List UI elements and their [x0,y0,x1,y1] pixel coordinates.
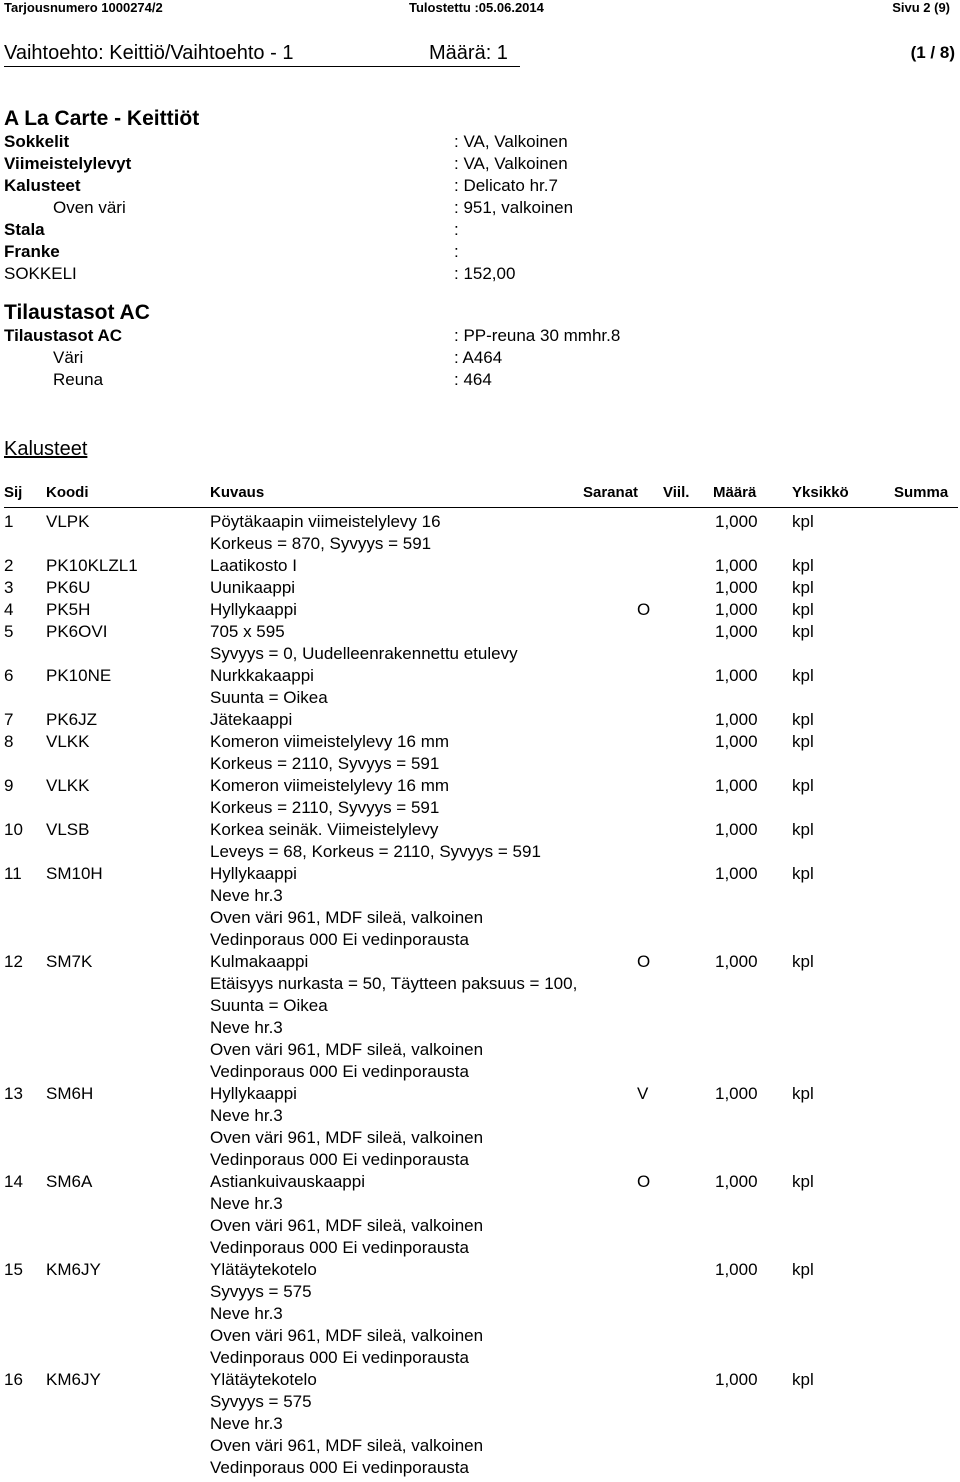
row-code: PK10NE [46,666,112,685]
property-value: : 464 [454,370,492,389]
property-row [0,175,960,197]
property-value: : [454,242,459,261]
row-description: Laatikosto I [210,556,297,575]
row-description-detail: Oven väri 961, MDF sileä, valkoinen [210,1216,484,1235]
row-unit: kpl [792,1260,814,1279]
col-maara: Määrä [713,484,757,501]
row-description-detail: Oven väri 961, MDF sileä, valkoinen [210,908,484,927]
row-code: KM6JY [46,1260,101,1279]
row-hinge: O [637,600,651,619]
row-code: VLKK [46,732,90,751]
row-unit: kpl [792,1172,814,1191]
row-unit: kpl [792,512,814,531]
row-code: KM6JY [46,1370,101,1389]
property-row [0,347,960,369]
row-description-detail: Oven väri 961, MDF sileä, valkoinen [210,1436,484,1455]
property-row [0,325,960,347]
property-label: Tilaustasot AC [4,326,123,345]
row-hinge: V [637,1084,649,1103]
property-value: : [454,220,459,239]
option-title: Vaihtoehto: Keittiö/Vaihtoehto - 1 [4,42,294,64]
option-count: (1 / 8) [910,43,955,62]
row-description-detail: Vedinporaus 000 Ei vedinporausta [210,1348,469,1367]
row-description-detail: Vedinporaus 000 Ei vedinporausta [210,930,469,949]
row-position: 1 [4,512,14,531]
row-unit: kpl [792,1084,814,1103]
col-saranat: Saranat [583,484,639,501]
row-quantity: 1,000 [715,622,758,641]
table-header-rule [4,507,958,508]
row-unit: kpl [792,732,814,751]
row-quantity: 1,000 [715,1370,758,1389]
row-description-detail: Oven väri 961, MDF sileä, valkoinen [210,1326,484,1345]
row-position: 15 [4,1260,23,1279]
row-description-detail: Vedinporaus 000 Ei vedinporausta [210,1062,469,1081]
row-description-detail: Neve hr.3 [210,886,283,905]
row-description: Hyllykaappi [210,600,297,619]
property-label: Väri [53,348,84,367]
row-description: Uunikaappi [210,578,296,597]
row-description-detail: Suunta = Oikea [210,688,328,707]
row-description-detail: Oven väri 961, MDF sileä, valkoinen [210,1128,484,1147]
row-unit: kpl [792,864,814,883]
row-code: VLPK [46,512,90,531]
row-unit: kpl [792,776,814,795]
row-description: 705 x 595 [210,622,285,641]
col-koodi: Koodi [46,484,89,501]
property-value: : VA, Valkoinen [454,132,568,151]
property-value: : A464 [454,348,503,367]
row-description-detail: Vedinporaus 000 Ei vedinporausta [210,1238,469,1257]
property-row [0,219,960,241]
row-description: Kulmakaappi [210,952,309,971]
property-value: : PP-reuna 30 mmhr.8 [454,326,621,345]
col-summa: Summa [894,484,949,501]
row-description: Jätekaappi [210,710,293,729]
row-position: 6 [4,666,14,685]
row-description: Komeron viimeistelylevy 16 mm [210,776,450,795]
property-row [0,131,960,153]
row-description: Korkea seinäk. Viimeistelylevy [210,820,439,839]
table-header [0,482,960,504]
row-unit: kpl [792,578,814,597]
property-row [0,153,960,175]
row-hinge: O [637,952,651,971]
row-quantity: 1,000 [715,1084,758,1103]
row-description-detail: Neve hr.3 [210,1018,283,1037]
row-hinge: O [637,1172,651,1191]
row-description-detail: Syvyys = 0, Uudelleenrakennettu etulevy [210,644,518,663]
row-code: SM7K [46,952,93,971]
property-label: SOKKELI [4,264,77,283]
row-position: 4 [4,600,14,619]
row-unit: kpl [792,820,814,839]
row-position: 3 [4,578,14,597]
row-quantity: 1,000 [715,600,758,619]
row-code: VLKK [46,776,90,795]
row-code: SM6H [46,1084,94,1103]
property-label: Kalusteet [4,176,81,195]
property-value: : 951, valkoinen [454,198,574,217]
row-code: PK10KLZL1 [46,556,138,575]
row-quantity: 1,000 [715,578,758,597]
row-position: 16 [4,1370,23,1389]
row-unit: kpl [792,622,814,641]
property-label: Reuna [53,370,104,389]
row-code: PK6U [46,578,91,597]
offer-number: Tarjousnumero 1000274/2 [4,0,163,15]
row-description-detail: Suunta = Oikea [210,996,328,1015]
row-code: PK6OVI [46,622,108,641]
row-quantity: 1,000 [715,1260,758,1279]
row-quantity: 1,000 [715,1172,758,1191]
row-description-detail: Oven väri 961, MDF sileä, valkoinen [210,1040,484,1059]
row-description-detail: Korkeus = 870, Syvyys = 591 [210,534,432,553]
row-position: 11 [4,864,22,883]
row-description-detail: Neve hr.3 [210,1304,283,1323]
property-label: Sokkelit [4,132,70,151]
property-label: Stala [4,220,45,239]
row-description: Hyllykaappi [210,1084,297,1103]
property-label: Oven väri [53,198,126,217]
row-description-detail: Etäisyys nurkasta = 50, Täytteen paksuus = 100, [210,974,578,993]
row-description-detail: Vedinporaus 000 Ei vedinporausta [210,1150,469,1169]
row-quantity: 1,000 [715,732,758,751]
property-value: : VA, Valkoinen [454,154,568,173]
row-description: Nurkkakaappi [210,666,314,685]
row-unit: kpl [792,600,814,619]
row-description-detail: Neve hr.3 [210,1106,283,1125]
row-unit: kpl [792,1370,814,1389]
page-number: Sivu 2 (9) [892,0,950,15]
row-code: VLSB [46,820,90,839]
row-description-detail: Syvyys = 575 [210,1282,312,1301]
property-row [0,197,960,219]
row-quantity: 1,000 [715,864,758,883]
row-quantity: 1,000 [715,776,758,795]
section-title-a-la-carte: A La Carte - Keittiöt [4,107,200,130]
option-quantity: Määrä: 1 [429,42,508,64]
property-row [0,241,960,263]
row-description-detail: Syvyys = 575 [210,1392,312,1411]
row-quantity: 1,000 [715,952,758,971]
row-quantity: 1,000 [715,666,758,685]
row-description: Pöytäkaapin viimeistelylevy 16 [210,512,441,531]
row-code: PK5H [46,600,91,619]
row-description-detail: Neve hr.3 [210,1194,283,1213]
col-viil: Viil. [663,484,690,501]
row-code: PK6JZ [46,710,98,729]
row-description: Ylätäytekotelo [210,1370,317,1389]
section-title-tilaustasot: Tilaustasot AC [4,301,150,324]
row-description: Ylätäytekotelo [210,1260,317,1279]
row-position: 2 [4,556,14,575]
property-row [0,263,960,285]
col-sij: Sij [4,484,23,501]
property-value: : 152,00 [454,264,516,283]
print-date: Tulostettu :05.06.2014 [409,0,544,15]
row-description: Hyllykaappi [210,864,297,883]
row-position: 13 [4,1084,23,1103]
furniture-heading: Kalusteet [4,438,88,460]
row-code: SM6A [46,1172,93,1191]
property-row [0,369,960,391]
row-code: SM10H [46,864,103,883]
row-description-detail: Korkeus = 2110, Syvyys = 591 [210,754,440,773]
row-description-detail: Leveys = 68, Korkeus = 2110, Syvyys = 591 [210,842,541,861]
row-description-detail: Korkeus = 2110, Syvyys = 591 [210,798,440,817]
row-position: 14 [4,1172,23,1191]
row-unit: kpl [792,710,814,729]
row-description-detail: Vedinporaus 000 Ei vedinporausta [210,1458,469,1477]
row-position: 9 [4,776,14,795]
row-quantity: 1,000 [715,820,758,839]
option-heading [4,41,520,67]
row-position: 7 [4,710,14,729]
row-description: Komeron viimeistelylevy 16 mm [210,732,450,751]
row-description: Astiankuivauskaappi [210,1172,365,1191]
row-quantity: 1,000 [715,710,758,729]
property-value: : Delicato hr.7 [454,176,558,195]
col-yksikko: Yksikkö [792,484,849,501]
col-kuvaus: Kuvaus [210,484,265,501]
row-description-detail: Neve hr.3 [210,1414,283,1433]
row-position: 8 [4,732,14,751]
row-position: 10 [4,820,23,839]
property-label: Viimeistelylevyt [4,154,132,173]
row-unit: kpl [792,666,814,685]
property-label: Franke [4,242,60,261]
row-quantity: 1,000 [715,556,758,575]
row-quantity: 1,000 [715,512,758,531]
row-position: 12 [4,952,23,971]
row-unit: kpl [792,952,814,971]
row-unit: kpl [792,556,814,575]
row-position: 5 [4,622,14,641]
